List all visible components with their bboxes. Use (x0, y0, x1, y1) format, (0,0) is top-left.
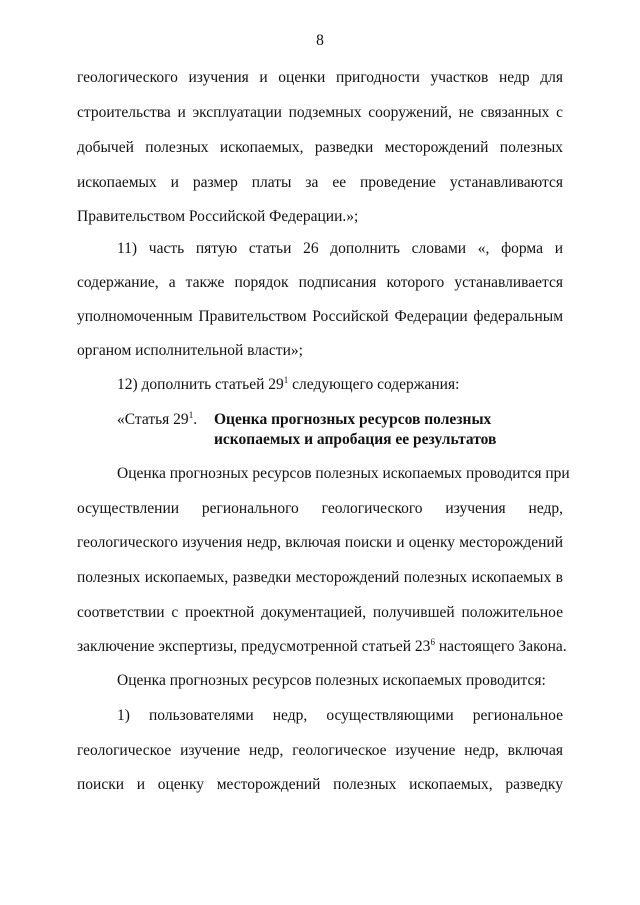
item-12 (117, 375, 603, 395)
para2-last-text: заключение экспертизы, предусмотренной статьей 23 (77, 638, 431, 655)
page-number: 8 (316, 32, 324, 49)
article-label-text: «Статья 29 (117, 411, 189, 428)
text-line: 1) пользователями недр, осуществляющими региональное (117, 707, 563, 724)
text-line: осуществлении регионального геологического изучения недр, (77, 500, 563, 517)
text-line: 11) часть пятую статьи 26 дополнить словами «, форма и (117, 240, 563, 257)
text-line: уполномоченным Правительством Российской Федерации федеральным (77, 308, 563, 325)
article-title-line2: ископаемых и апробация ее результатов (214, 431, 497, 448)
text-line: полезных ископаемых, разведки месторождений полезных ископаемых в (77, 569, 563, 586)
text-line (77, 636, 567, 657)
item-12-tail: следующего содержания: (288, 376, 460, 393)
para2-last-sup: 6 (430, 636, 435, 647)
text-line: добычей полезных ископаемых, разведки месторождений полезных (77, 139, 563, 156)
text-line: строительства и эксплуатации подземных сооружений, не связанных с (77, 104, 563, 121)
article-label (117, 410, 197, 430)
article-label-sup: 1 (188, 409, 194, 420)
item-12-text: 12) дополнить статьей 29 (117, 376, 284, 393)
text-line: поиски и оценку месторождений полезных ископаемых, разведку (77, 776, 563, 793)
item-12-sup: 1 (283, 374, 289, 385)
para2-last-tail: настоящего Закона. (434, 638, 567, 655)
text-line: Оценка прогнозных ресурсов полезных ископаемых проводится при (117, 465, 570, 482)
text-line: соответствии с проектной документацией, получившей положительное (77, 604, 563, 621)
text-line: Правительством Российской Федерации.»; (77, 208, 359, 225)
text-line: геологического изучения недр, включая поиски и оценку месторождений (77, 534, 563, 551)
text-line: содержание, а также порядок подписания которого устанавливается (77, 274, 563, 291)
text-line: геологическое изучение недр, геологическое изучение недр, включая (77, 742, 563, 759)
text-line: геологического изучения и оценки пригодности участков недр для (77, 69, 563, 86)
article-title-line1: Оценка прогнозных ресурсов полезных (214, 411, 492, 428)
text-line: органом исполнительной власти»; (77, 342, 303, 359)
article-label-tail: . (193, 411, 198, 428)
text-line: ископаемых и размер платы за ее проведение устанавливаются (77, 174, 563, 191)
text-line: Оценка прогнозных ресурсов полезных ископаемых проводится: (117, 672, 546, 689)
